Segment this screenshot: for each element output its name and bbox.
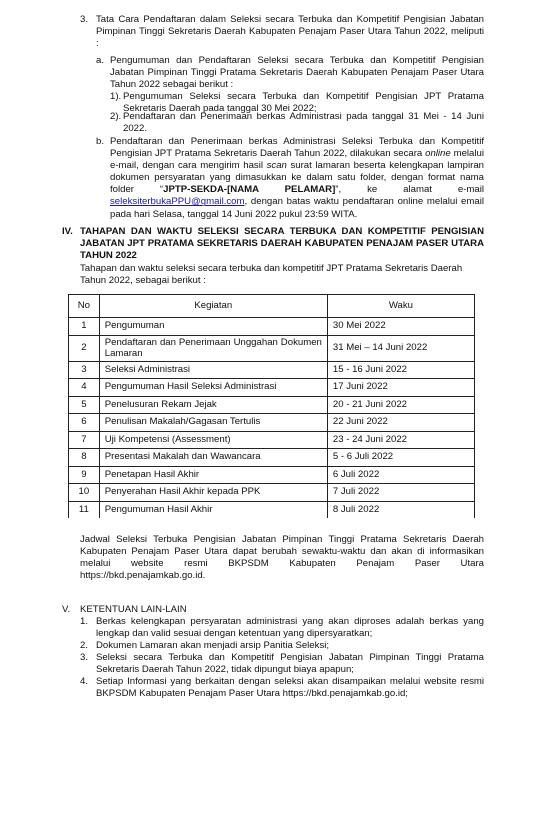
item-v1-text: Berkas kelengkapan persyaratan administrasi yang akan diproses adalah berkas yang lengkap dan valid sesuai dengan ketentuan yang dipersyaratkan; <box>96 616 484 640</box>
item-b-text-part-5: , dengan batas waktu pendaftaran online melalui email pada hari Selasa, tanggal 14 Juni 2022 pukul 23:59 WITA. <box>110 196 484 220</box>
item-a2-text: Pendaftaran dan Penerimaan berkas Administrasi pada tanggal 31 Mei - 14 Juni 2022. <box>123 111 484 135</box>
table-row <box>69 335 475 361</box>
item-v3-number: 3. <box>80 652 89 663</box>
table-row <box>69 501 475 518</box>
scan-term: scan <box>266 160 287 172</box>
table-row <box>69 361 475 379</box>
row-activity: Penulisan Makalah/Gagasan Tertulis <box>99 414 327 432</box>
row-number: 7 <box>69 431 100 449</box>
section-iv-title: TAHAPAN DAN WAKTU SELEKSI SECARA TERBUKA DAN KOMPETITIF PENGISIAN JABATAN JPT PRATAMA SEKRETARIS DAERAH KABUPATEN PENAJAM PASER UTARA TAHUN 2022 <box>80 226 484 262</box>
row-number: 3 <box>69 361 100 379</box>
item-b-number: b. <box>96 136 105 147</box>
row-number: 6 <box>69 414 100 432</box>
table-row <box>69 449 475 467</box>
item-v2-number: 2. <box>80 640 89 651</box>
item-b-text-part-3: surat lamaran beserta kelengkapan lampiran dokumen persyaratan yang dimasukkan ke dalam satu folder, dengan format nama folder “ <box>110 160 484 196</box>
row-date: 8 Juli 2022 <box>327 501 474 518</box>
section-3-intro: Tata Cara Pendaftaran dalam Seleksi secara Terbuka dan Kompetitif Pengisian Jabatan Pimpinan Tinggi Sekretaris Daerah Kabupaten Penajam Paser Utara Tahun 2022, meliputi : <box>96 14 484 50</box>
row-activity: Penelusuran Rekam Jejak <box>99 396 327 414</box>
item-a1-number: 1). <box>110 91 122 102</box>
row-date: 22 Juni 2022 <box>327 414 474 432</box>
folder-name-format: JPTP-SEKDA-[NAMA PELAMAR] <box>163 184 336 196</box>
row-number: 5 <box>69 396 100 414</box>
header-kegiatan: Kegiatan <box>99 295 327 318</box>
item-a2-number: 2). <box>110 111 122 122</box>
table-row <box>69 484 475 502</box>
row-activity: Penyerahan Hasil Akhir kepada PPK <box>99 484 327 502</box>
row-number: 8 <box>69 449 100 467</box>
section-iv-intro: Tahapan dan waktu seleksi secara terbuka dan kompetitif JPT Pratama Sekretaris Daerah Tahun 2022, sebagai berikut : <box>80 263 463 287</box>
row-activity: Seleksi Administrasi <box>99 361 327 379</box>
schedule-table <box>68 294 475 518</box>
row-date: 31 Mei – 14 Juni 2022 <box>327 335 474 361</box>
row-number: 2 <box>69 335 100 361</box>
row-date: 20 - 21 Juni 2022 <box>327 396 474 414</box>
item-a-text: Pengumuman dan Pendaftaran Seleksi secara Terbuka dan Kompetitif Pengisian Jabatan Pimpinan Tinggi Pratama Sekretaris Daerah Kabupaten Penajam Paser Utara Tahun 2022 sebagai berikut : <box>110 55 484 91</box>
item-v2-text: Dokumen Lamaran akan menjadi arsip Panitia Seleksi; <box>96 640 330 651</box>
item-v1-number: 1. <box>80 616 89 627</box>
table-row <box>69 431 475 449</box>
item-b-text-part-1: Pendaftaran dan Penerimaan berkas Administrasi Seleksi Terbuka dan Kompetitif Pengisian JPT Pratama Sekretaris Daerah Tahun 2022, dilakukan secara <box>110 136 484 160</box>
row-activity: Presentasi Makalah dan Wawancara <box>99 449 327 467</box>
section-3-number: 3. <box>80 14 89 25</box>
table-row <box>69 379 475 397</box>
row-activity: Pengumuman Hasil Akhir <box>99 501 327 518</box>
row-activity: Uji Kompetensi (Assessment) <box>99 431 327 449</box>
row-date: 5 - 6 Juli 2022 <box>327 449 474 467</box>
row-date: 17 Juni 2022 <box>327 379 474 397</box>
row-number: 11 <box>69 501 100 518</box>
row-number: 1 <box>69 318 100 336</box>
section-v-number: V. <box>62 604 71 615</box>
row-activity: Penetapan Hasil Akhir <box>99 466 327 484</box>
row-activity: Pengumuman Hasil Seleksi Administrasi <box>99 379 327 397</box>
item-v4-text: Setiap Informasi yang berkaitan dengan seleksi akan disampaikan melalui website resmi BKPSDM Kabupaten Penajam Paser Utara https://bkd.penajamkab.go.id; <box>96 676 484 700</box>
item-a1-text: Pengumuman Seleksi secara Terbuka dan Kompetitif Pengisian JPT Pratama Sekretaris Daerah pada tanggal 30 Mei 2022; <box>123 91 484 115</box>
item-b-text-part-4: ”, ke alamat e-mail <box>335 184 485 196</box>
table-row <box>69 396 475 414</box>
item-v4-number: 4. <box>80 676 89 687</box>
item-a-number: a. <box>96 55 105 66</box>
table-row <box>69 466 475 484</box>
row-date: 15 - 16 Juni 2022 <box>327 361 474 379</box>
header-no: No <box>69 295 100 318</box>
email-link[interactable]: seleksiterbukaPPU@gmail.com <box>110 196 245 208</box>
item-v3-text: Seleksi secara Terbuka dan Kompetitif Pengisian Jabatan Pimpinan Tinggi Pratama Sekretaris Daerah Tahun 2022, tidak dipungut biaya apapun; <box>96 652 484 676</box>
item-b-text-part-2: melalui e-mail, dengan cara mengirim hasil <box>110 148 484 172</box>
row-date: 7 Juli 2022 <box>327 484 474 502</box>
row-number: 10 <box>69 484 100 502</box>
row-date: 6 Juli 2022 <box>327 466 474 484</box>
row-activity: Pengumuman <box>99 318 327 336</box>
item-b-text <box>110 136 484 221</box>
section-iv-number: IV. <box>62 226 73 237</box>
table-row <box>69 318 475 336</box>
row-number: 9 <box>69 466 100 484</box>
row-date: 23 - 24 Juni 2022 <box>327 431 474 449</box>
schedule-note: Jadwal Seleksi Terbuka Pengisian Jabatan Pimpinan Tinggi Pratama Sekretaris Daerah Kabupaten Penajam Paser Utara dapat berubah sewaktu-waktu dan akan di informasikan melalui website resmi BKPSDM Kabupaten Penajam Paser Utara https://bkd.penajamkab.go.id. <box>80 534 484 582</box>
row-date: 30 Mei 2022 <box>327 318 474 336</box>
online-term: online <box>425 148 451 160</box>
header-waktu: Waku <box>327 295 474 318</box>
row-activity: Pendaftaran dan Penerimaan Unggahan Dokumen Lamaran <box>99 335 327 361</box>
section-v-title: KETENTUAN LAIN-LAIN <box>80 604 187 615</box>
row-number: 4 <box>69 379 100 397</box>
table-row <box>69 414 475 432</box>
table-header-row <box>69 295 475 318</box>
